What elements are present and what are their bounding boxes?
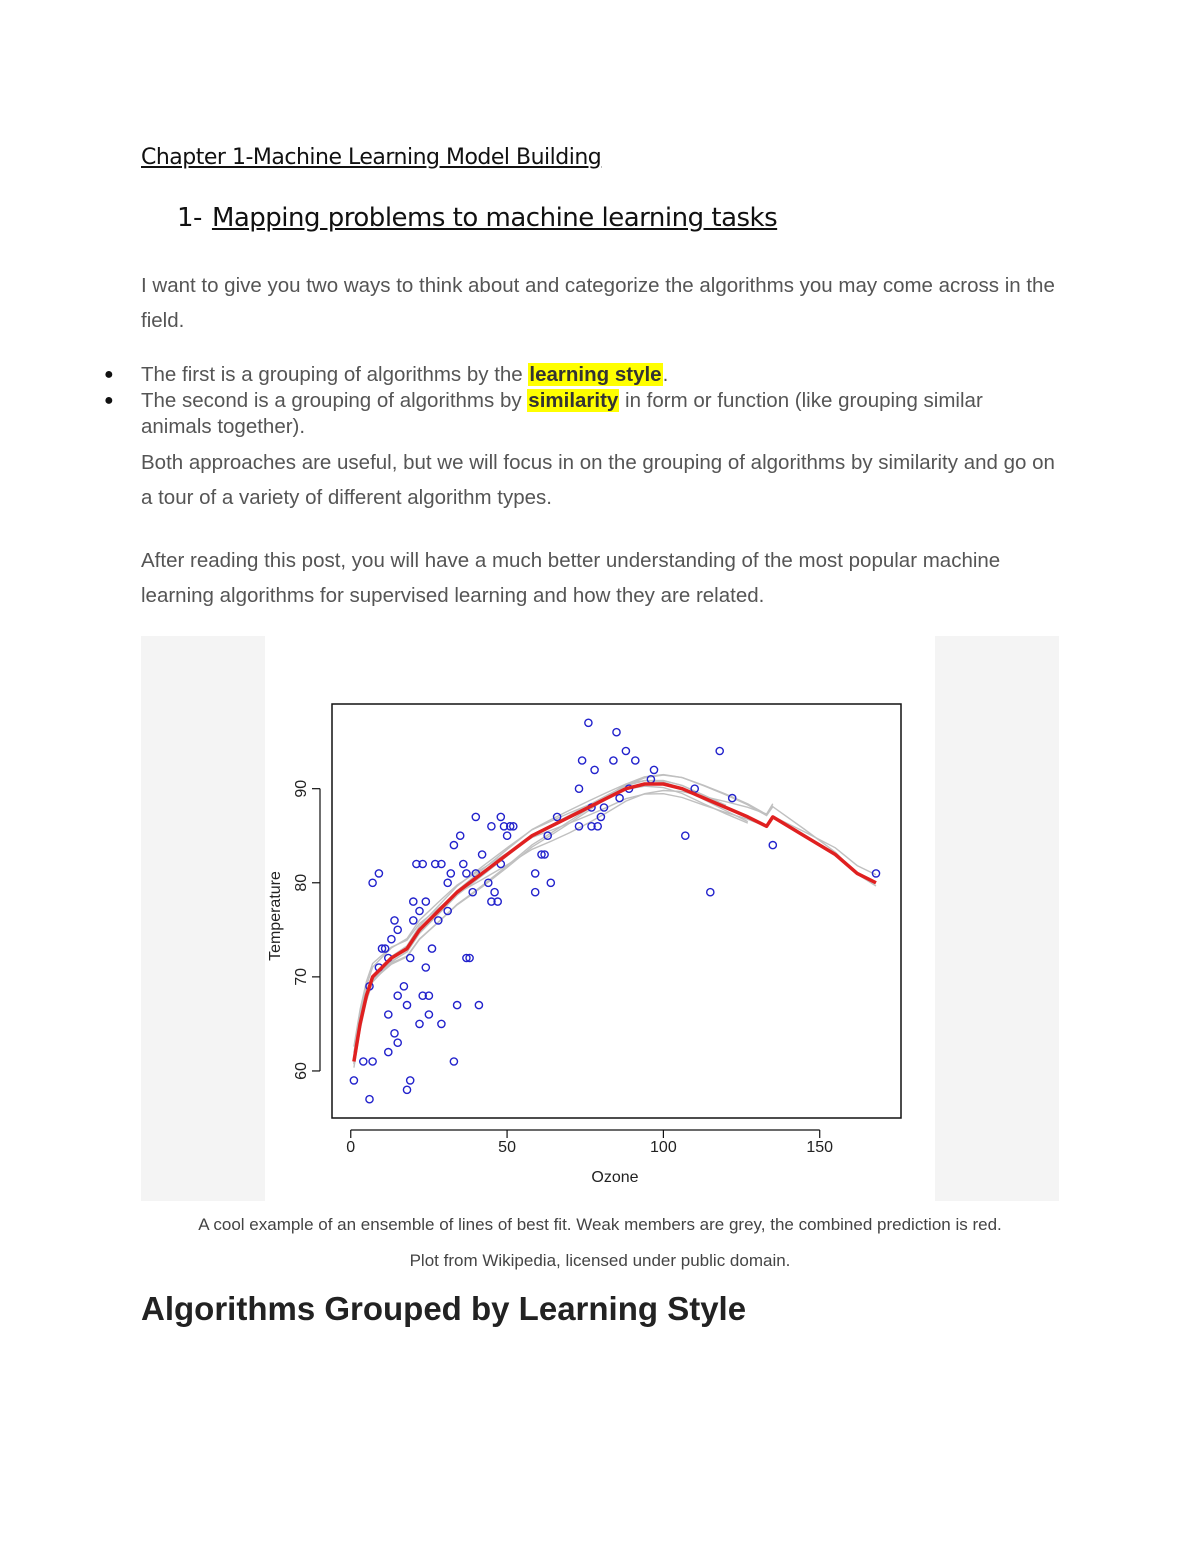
x-axis-label: Ozone	[591, 1169, 639, 1186]
ensemble-members	[354, 775, 876, 1068]
data-point	[632, 757, 639, 764]
data-point	[394, 1039, 401, 1046]
data-point	[391, 1030, 398, 1037]
data-point	[475, 1002, 482, 1009]
data-point	[422, 898, 429, 905]
data-point	[391, 917, 398, 924]
data-point	[416, 1020, 423, 1027]
data-point	[532, 889, 539, 896]
chapter-title: Chapter 1-Machine Learning Model Building	[141, 145, 602, 170]
data-point	[438, 1020, 445, 1027]
data-point	[504, 832, 511, 839]
data-point	[616, 795, 623, 802]
data-point	[394, 926, 401, 933]
data-point	[403, 1086, 410, 1093]
highlight-learning-style: learning style	[529, 363, 662, 386]
data-point	[400, 983, 407, 990]
bullet-icon: ●	[104, 392, 114, 409]
data-point	[369, 879, 376, 886]
data-point	[394, 992, 401, 999]
axes	[267, 780, 833, 1186]
data-point	[547, 879, 554, 886]
figure-credit: Plot from Wikipedia, licensed under public domain.	[409, 1251, 791, 1270]
data-point	[575, 785, 582, 792]
data-point	[579, 757, 586, 764]
highlight-similarity: similarity	[528, 389, 619, 412]
combined-prediction-line	[354, 784, 876, 1062]
data-point	[622, 747, 629, 754]
y-tick-label: 70	[293, 967, 310, 986]
data-point	[350, 1077, 357, 1084]
data-point	[428, 945, 435, 952]
section-title: Mapping problems to machine learning tasks	[211, 203, 778, 233]
data-point	[591, 766, 598, 773]
data-point	[463, 870, 470, 877]
data-point	[472, 813, 479, 820]
data-point	[422, 964, 429, 971]
data-point	[450, 1058, 457, 1065]
section-number: 1-	[177, 203, 202, 233]
data-point	[410, 898, 417, 905]
figure-caption: A cool example of an ensemble of lines of best fit. Weak members are grey, the combined prediction is red.	[198, 1215, 1002, 1234]
data-point	[613, 729, 620, 736]
y-tick-label: 80	[293, 873, 310, 892]
x-tick-label: 0	[346, 1139, 356, 1156]
data-point	[360, 1058, 367, 1065]
data-point	[388, 936, 395, 943]
data-point	[460, 860, 467, 867]
data-point	[491, 889, 498, 896]
data-point	[444, 879, 451, 886]
data-point	[407, 1077, 414, 1084]
y-tick-label: 90	[293, 779, 310, 798]
data-point	[585, 719, 592, 726]
data-point	[650, 766, 657, 773]
data-point	[425, 1011, 432, 1018]
bullet-icon: ●	[104, 366, 114, 383]
data-point	[369, 1058, 376, 1065]
data-point	[707, 889, 714, 896]
data-point	[410, 917, 417, 924]
paragraph: After reading this post, you will have a much better understanding of the most popular machine learning algorithms for supervised learning and how they are related.	[141, 549, 1001, 607]
data-point	[488, 823, 495, 830]
plot-frame	[332, 704, 901, 1118]
x-tick-label: 50	[498, 1139, 516, 1156]
data-point	[385, 1049, 392, 1056]
data-point	[610, 757, 617, 764]
x-tick-label: 100	[650, 1139, 677, 1156]
intro-paragraph: I want to give you two ways to think about and categorize the algorithms you may come across in the field.	[141, 274, 1055, 332]
y-tick-label: 60	[293, 1062, 310, 1080]
data-point	[416, 907, 423, 914]
data-point	[479, 851, 486, 858]
data-point	[375, 870, 382, 877]
data-point	[769, 842, 776, 849]
x-tick-label: 150	[806, 1139, 834, 1156]
paragraph: Both approaches are useful, but we will focus in on the grouping of algorithms by similarity and go on a tour of a variety of different algorithm types.	[141, 451, 1055, 509]
list-item-text: The first is a grouping of algorithms by the learning style.	[141, 363, 669, 386]
data-point	[447, 870, 454, 877]
data-point	[385, 1011, 392, 1018]
list-item-text: The second is a grouping of algorithms by similarity in form or function (like grouping similar animals together).	[141, 389, 983, 438]
data-point	[450, 842, 457, 849]
data-point	[407, 954, 414, 961]
y-axis-label: Temperature	[267, 871, 284, 961]
data-point	[403, 1002, 410, 1009]
data-point	[457, 832, 464, 839]
data-point	[532, 870, 539, 877]
data-point	[454, 1002, 461, 1009]
data-point	[682, 832, 689, 839]
data-point	[716, 747, 723, 754]
data-point	[497, 813, 504, 820]
heading-learning-style: Algorithms Grouped by Learning Style	[141, 1290, 747, 1327]
data-point	[366, 1096, 373, 1103]
